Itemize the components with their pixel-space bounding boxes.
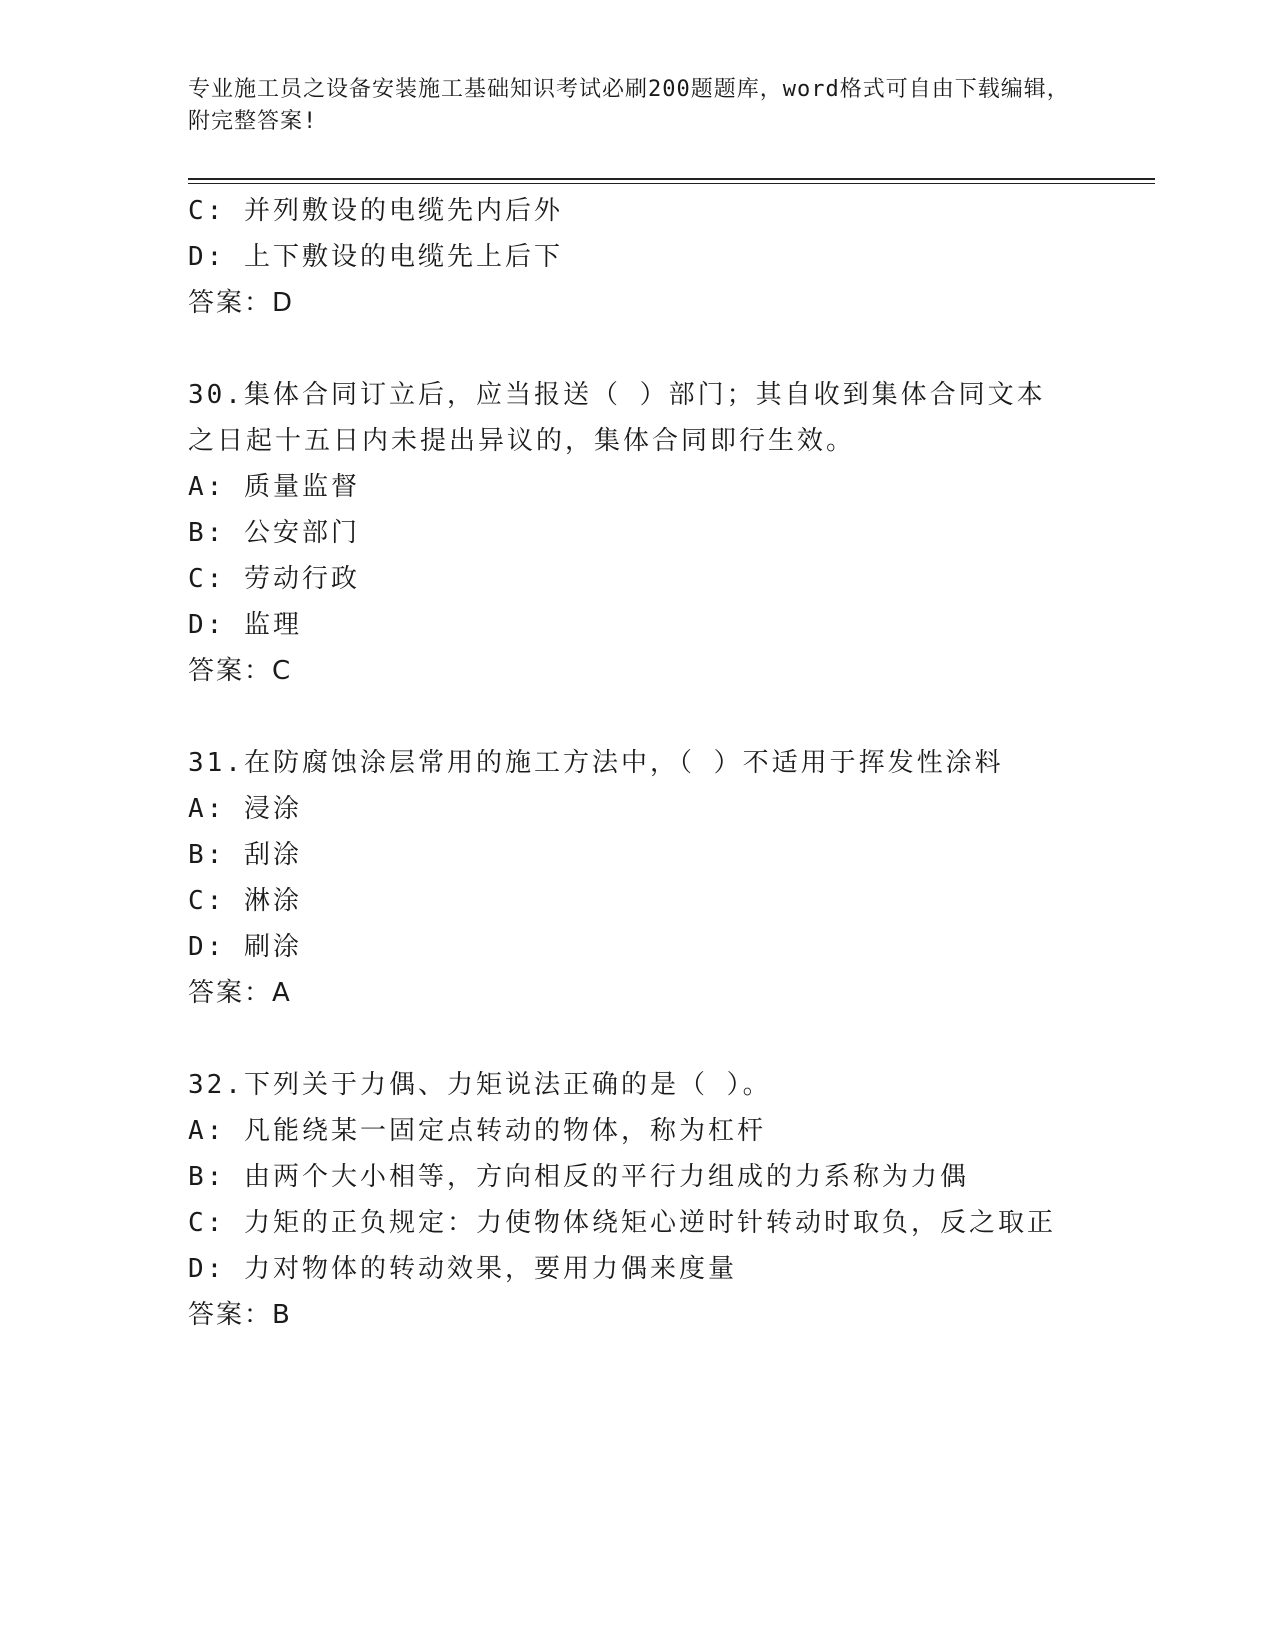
- answer-text: 答案：C: [188, 656, 293, 686]
- header-divider-thin: [188, 183, 1155, 184]
- option-c: C: 并列敷设的电缆先内后外: [188, 196, 563, 226]
- option-b: B: 刮涂: [188, 840, 302, 870]
- question-block: [188, 188, 1148, 326]
- option-d: D: 刷涂: [188, 932, 302, 962]
- question-list: [188, 188, 1148, 1338]
- document-header-title: 专业施工员之设备安装施工基础知识考试必刷200题题库，word格式可自由下载编辑，附完整答案!: [188, 77, 1070, 134]
- option-a: A: 质量监督: [188, 472, 360, 502]
- spacer: [188, 694, 1148, 740]
- question-block: [188, 740, 1148, 1016]
- answer-text: 答案：B: [188, 1300, 292, 1330]
- option-c: C: 劳动行政: [188, 564, 360, 594]
- option-c: C: 淋涂: [188, 886, 302, 916]
- question-text: 31.在防腐蚀涂层常用的施工方法中，（ ）不适用于挥发性涂料: [188, 748, 1004, 778]
- spacer: [188, 1016, 1148, 1062]
- question-text: 30.集体合同订立后，应当报送（ ）部门；其自收到集体合同文本之日起十五日内未提出异议的，集体合同即行生效。: [188, 380, 1046, 456]
- option-a: A: 浸涂: [188, 794, 302, 824]
- option-d: D: 上下敷设的电缆先上后下: [188, 242, 563, 272]
- option-d: D: 力对物体的转动效果，要用力偶来度量: [188, 1254, 737, 1284]
- option-c: C: 力矩的正负规定：力使物体绕矩心逆时针转动时取负，反之取正: [188, 1208, 1056, 1238]
- option-d: D: 监理: [188, 610, 302, 640]
- question-text: 32.下列关于力偶、力矩说法正确的是（ ）。: [188, 1070, 772, 1100]
- option-b: B: 由两个大小相等，方向相反的平行力组成的力系称为力偶: [188, 1162, 969, 1192]
- header-divider-thick: [188, 178, 1155, 180]
- option-b: B: 公安部门: [188, 518, 360, 548]
- question-block: [188, 372, 1148, 694]
- question-block: [188, 1062, 1148, 1338]
- spacer: [188, 326, 1148, 372]
- answer-text: 答案：D: [188, 288, 295, 318]
- option-a: A: 凡能绕某一固定点转动的物体，称为杠杆: [188, 1116, 766, 1146]
- answer-text: 答案：A: [188, 978, 292, 1008]
